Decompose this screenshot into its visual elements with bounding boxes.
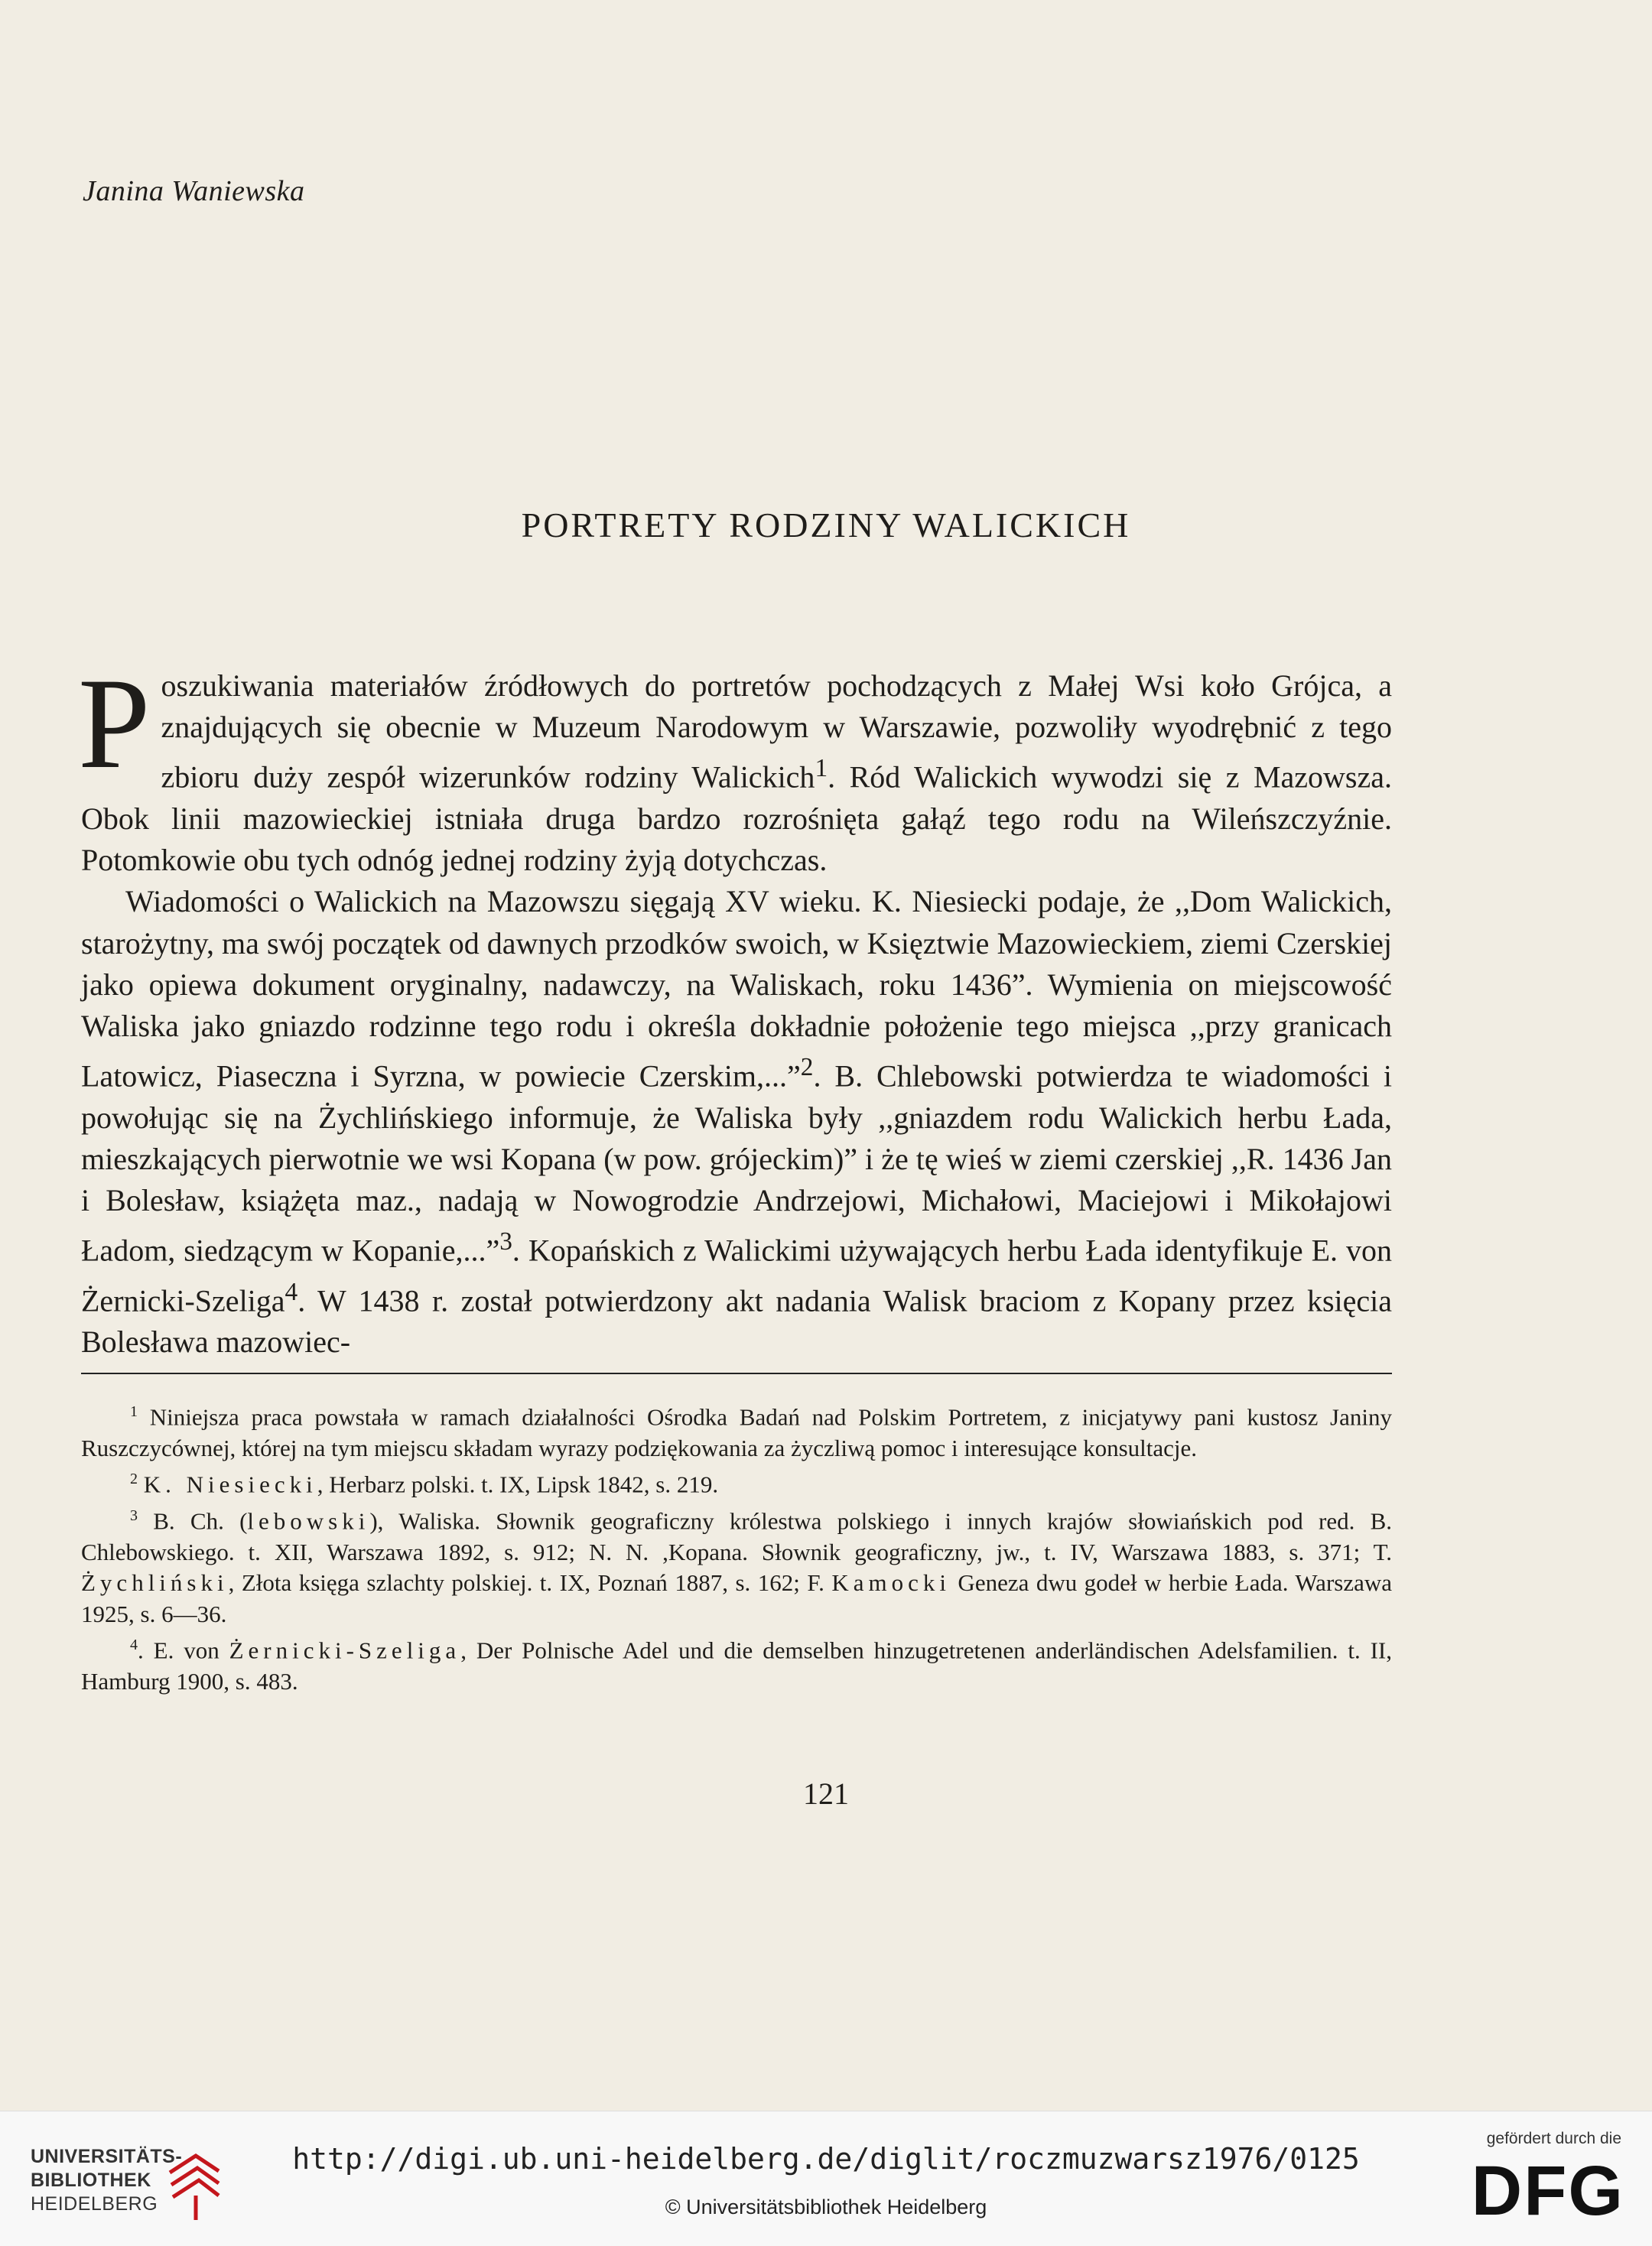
funding-label: gefördert durch die (1486, 2130, 1621, 2147)
article-title: PORTRETY RODZINY WALICKICH (521, 505, 1131, 544)
permalink[interactable]: http://digi.ub.uni-heidelberg.de/diglit/roczmuzwarsz1976/0125 (292, 2142, 1360, 2176)
article-body (78, 652, 1392, 1364)
page-number: 121 (803, 1776, 849, 1811)
paragraph-2: Wiadomości o Walickich na Mazowszu sięgają XV wieku. K. Niesiecki podaje, że ,,Dom Walickich, starożytny, ma swój początek od dawnych przodków swoich, w Księztwie Mazowieckiem, ziemi Czerskiej jako opiewa dokument oryginalny, nadawczy, na Waliskach, roku 1436”. Wymienia on miejscowość Waliska jako gniazdo rodzinne tego rodu i określa dokładnie położenie tego miejsca ,,przy granicach Latowicz, Piaseczna i Syrzna, w powiecie Czerskim,...”$^2$. B. Chlebowski potwierdza te wiadomości i powołując się na Żychlińskiego informuje, że Waliska były ,,gniazdem rodu Walickich herbu Łada, mieszkających pierwotnie we wsi Kopana (w pow. grójeckim)” i że tę wieś w ziemi czerskiej ,,R. 1436 Jan i Bolesław, książęta maz., nadają w Nowogrodzie Andrzejowi, Michałowi, Maciejowi i Mikołajowi Ładom, siedzącym w Kopanie,...”$^3$. Kopańskich z Walickimi używających herbu Łada identyfikuje E. von Żernicki-Szeliga$^4$. W 1438 r. został potwierdzony akt nadania Walisk braciom z Kopany przez księcia Bolesława mazowiec- (81, 884, 1392, 1360)
footnote-ref: 4 (285, 1277, 298, 1306)
footnote-4: $^4$. E. von Żernicki-Szeliga, Der Polnische Adel und die demselben hinzugetretenen anderländischen Adelsfamilien. t. II, Hamburg 1900, s. 483. (81, 1637, 1392, 1695)
author-name: Janina Waniewska (83, 175, 305, 207)
digitization-footer (0, 2111, 1652, 2246)
footnote-divider (81, 1373, 1392, 1374)
library-logo[interactable]: UNIVERSITÄTS- BIBLIOTHEK HEIDELBERG (31, 2146, 183, 2215)
footnotes (81, 1396, 1392, 1698)
drop-cap: P (78, 652, 151, 795)
copyright-notice: © Universitätsbibliothek Heidelberg (665, 2196, 987, 2218)
footnote-3: $^3$ B. Ch. (lebowski), Waliska. Słownik geograficzny królestwa polskiego i innych krajów słowiańskich pod red. B. Chlebowskiego. t. XII, Warszawa 1892, s. 912; N. N. ,Kopana. Słownik geograficzny, jw., t. IV, Warszawa 1883, s. 371; T. Żychliński, Złota księga szlachty polskiej. t. IX, Poznań 1887, s. 162; F. Kamocki Geneza dwu godeł w herbie Łada. Warszawa 1925, s. 6—36. (81, 1507, 1393, 1627)
footnote-ref: 1 (815, 754, 828, 783)
dfg-logo[interactable]: DFG (1471, 2152, 1624, 2230)
footnote-2: $^2$ K. Niesiecki, Herbarz polski. t. IX, Lipsk 1842, s. 219. (130, 1471, 719, 1498)
paragraph-1: P oszukiwania materiałów źródłowych do portretów pochodzących z Małej Wsi koło Grójca, a znajdujących się obecnie w Muzeum Narodowym w Warszawie, pozwoliły wyodrębnić z tego zbioru duży zespół wizerunków rodziny Walickich$^1$. Ród Walickich wywodzi się z Mazowsza. Obok linii mazowieckiej istniała druga bardzo rozrośnięta gałąź tego rodu na Wileńszczyźnie. Potomkowie obu tych odnóg jednej rodziny żyją dotychczas. (78, 652, 1392, 878)
footnote-1: $^1$ Niniejsza praca powstała w ramach działalności Ośrodka Badań nad Polskim Portretem, z inicjatywy pani kustosz Janiny Ruszczycównej, której na tym miejscu składam wyrazy podziękowania za życzliwą pomoc i interesujące konsultacje. (81, 1403, 1392, 1461)
footnote-ref: 3 (499, 1227, 512, 1256)
footnote-ref: 2 (800, 1053, 814, 1082)
